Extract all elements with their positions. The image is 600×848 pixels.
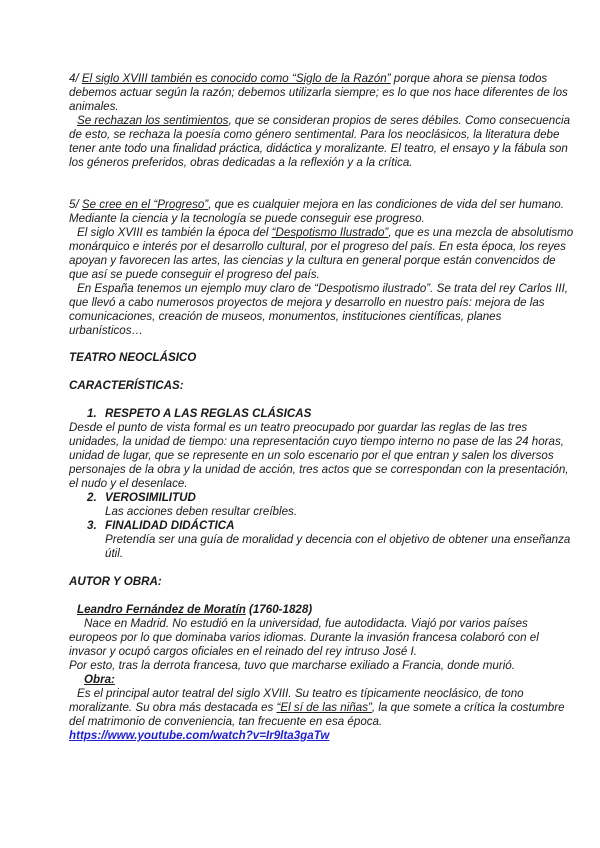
- section-4-paragraph-2: [69, 114, 574, 170]
- obra-paragraph: [69, 687, 574, 729]
- section-5-paragraph: [69, 198, 574, 226]
- item-2-number: 2.: [87, 491, 97, 504]
- item-1-title: RESPETO A LAS REGLAS CLÁSICAS: [105, 407, 312, 420]
- teatro-heading: TEATRO NEOCLÁSICO: [69, 351, 197, 364]
- section-4-text-2: , que se consideran propios de seres débiles. Como consecuencia de esto, se rechaza la poesía como género sentimental. Para los neoclásicos, la literatura debe tener ante todo una finalidad práctica, didáctica y moralizante. El teatro, el ensayo y la fábula son los géneros preferidos, obras dedicadas a la reflexión y a la crítica.: [69, 114, 571, 169]
- item-3-number: 3.: [87, 519, 97, 532]
- section-4-paragraph: [69, 72, 574, 114]
- author-bio: [69, 617, 574, 659]
- obra-title: “El sí de las niñas”: [276, 701, 372, 714]
- obra-label-line: [69, 673, 574, 687]
- section-5-title: Se cree en el “Progreso”: [81, 198, 209, 211]
- despotismo-term: “Despotismo Ilustrado”: [271, 226, 389, 239]
- item-3-title: FINALIDAD DIDÁCTICA: [105, 519, 235, 532]
- item-2-description: Las acciones deben resultar creíbles.: [105, 505, 298, 518]
- obra-text-b: , la que somete a crítica la costumbre del matrimonio de conveniencia, tan frecuente en esa época.: [69, 701, 565, 728]
- sentimientos-heading: Se rechazan los sentimientos: [77, 114, 229, 127]
- author-section: [69, 603, 574, 743]
- section-4: [69, 72, 574, 170]
- section-5-number: 5/: [69, 198, 82, 211]
- author-exile: Por esto, tras la derrota francesa, tuvo que marcharse exiliado a Francia, donde murió.: [69, 659, 515, 672]
- section-4-number: 4/: [69, 72, 82, 85]
- autor-heading: AUTOR Y OBRA:: [69, 575, 162, 588]
- author-name: Leandro Fernández de Moratín: [77, 603, 246, 616]
- despotismo-paragraph: [69, 226, 574, 282]
- despotismo-text-b: , que es una mezcla de absolutismo monárquico e interés por el desarrollo cultural, por el progreso del país. En esta época, los reyes apoyan y favorecen las artes, las ciencias y la cultura en general porque están convencidos de que así se puede conseguir el progreso del país.: [69, 226, 574, 281]
- carlos-iii-paragraph: [69, 282, 574, 338]
- author-bio-text: Nace en Madrid. No estudió en la universidad, fue autodidacta. Viajó por varios países europeos por lo que dominaba varios idiomas. Durante la invasión francesa colaboró con el invasor y ocupó cargos oficiales en el reinado del rey intruso José I.: [69, 617, 539, 658]
- obra-text-a: Es el principal autor teatral del siglo XVIII. Su teatro es típicamente neoclásico, de tono moralizante. Su obra más destacada es: [69, 687, 524, 714]
- item-2-title: VEROSIMILITUD: [105, 491, 196, 504]
- caracteristicas-heading: CARACTERÍSTICAS:: [69, 379, 184, 392]
- video-link-line: [69, 729, 574, 743]
- item-1-description: Desde el punto de vista formal es un teatro preocupado por guardar las reglas de las tres unidades, la unidad de tiempo: una representación cuyo tiempo interno no pase de las 24 horas, unidad de lugar, que se represente en un solo escenario por el que entran y salen los diversos personajes de la obra y la unidad de acción, tres actos que se correspondan con la presentación, el nudo y el desenlace.: [69, 421, 569, 490]
- youtube-link[interactable]: https://www.youtube.com/watch?v=Ir9lta3gaTw: [69, 729, 330, 742]
- author-line: [69, 603, 574, 617]
- section-4-text: porque ahora se piensa todos debemos actuar según la razón; debemos utilizarla siempre; es lo que nos hace diferentes de los animales.: [69, 72, 568, 113]
- item-1-number: 1.: [87, 407, 97, 420]
- section-5-text: , que es cualquier mejora en las condiciones de vida del ser humano. Mediante la ciencia y la tecnología se puede conseguir ese progreso.: [69, 198, 564, 225]
- despotismo-text-a: El siglo XVIII es también la época del: [77, 226, 272, 239]
- carlos-iii-text: En España tenemos un ejemplo muy claro de “Despotismo ilustrado”. Se trata del rey Carlos III, que llevó a cabo numerosos proyectos de mejora y desarrollo en nuestro país: mejora de las comunicaciones, creación de museos, monumentos, instituciones científicas, planes urbanísticos…: [69, 282, 569, 337]
- section-5: [69, 198, 574, 338]
- section-4-title: El siglo XVIII también es conocido como “Siglo de la Razón”: [81, 72, 391, 85]
- obra-label: Obra:: [84, 673, 115, 686]
- item-3-description: Pretendía ser una guía de moralidad y decencia con el objetivo de obtener una enseñanza útil.: [105, 533, 571, 560]
- author-dates: (1760-1828): [245, 603, 313, 616]
